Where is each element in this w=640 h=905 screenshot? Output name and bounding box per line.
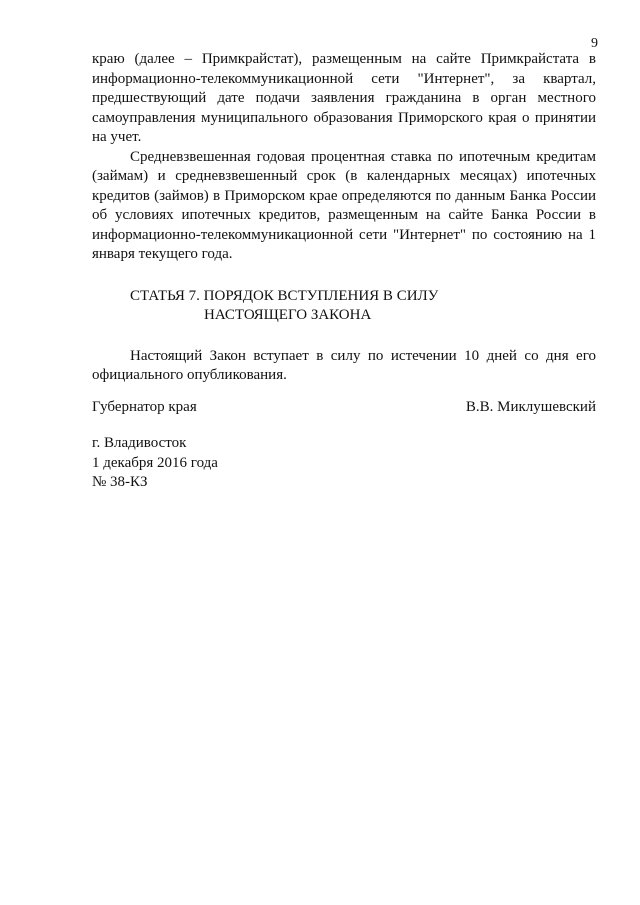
paragraph-continuation: краю (далее – Примкрайстат), размещенным на сайте Примкрайстата в информационно-телекоммуникационной сети "Интернет", за квартал, предшествующий дате подачи заявления гражданина в орган местного самоуправления муниципального образования Приморского края о принятии на учет. (92, 51, 596, 145)
law-number: № 38-КЗ (92, 474, 148, 490)
paragraph-entry-into-force: Настоящий Закон вступает в силу по истечении 10 дней со дня его официального опубликования. (92, 347, 596, 383)
adoption-date: 1 декабря 2016 года (92, 454, 218, 471)
signatory-name: В.В. Миклушевский (465, 399, 596, 415)
article-heading-line2: НАСТОЯЩЕГО ЗАКОНА (204, 307, 372, 323)
place-date-number (92, 434, 218, 493)
article-heading-line1: СТАТЬЯ 7. ПОРЯДОК ВСТУПЛЕНИЯ В СИЛУ (130, 287, 439, 304)
page-number: 9 (591, 36, 598, 51)
signature-line (92, 398, 596, 418)
place-city: г. Владивосток (92, 435, 187, 451)
signatory-position: Губернатор края (92, 399, 197, 415)
paragraph-mortgage-rate: Средневзвешенная годовая процентная ставка по ипотечным кредитам (займам) и средневзвешенный срок (в календарных месяцах) ипотечных кредитов (займов) в Приморском крае определяются по данным Банка России об условиях ипотечных кредитов, размещенным на сайте Банка России в информационно-телекоммуникационной сети "Интернет" по состоянию на 1 января текущего года. (92, 148, 596, 262)
article-7-heading (92, 287, 596, 326)
document-body (92, 50, 596, 386)
